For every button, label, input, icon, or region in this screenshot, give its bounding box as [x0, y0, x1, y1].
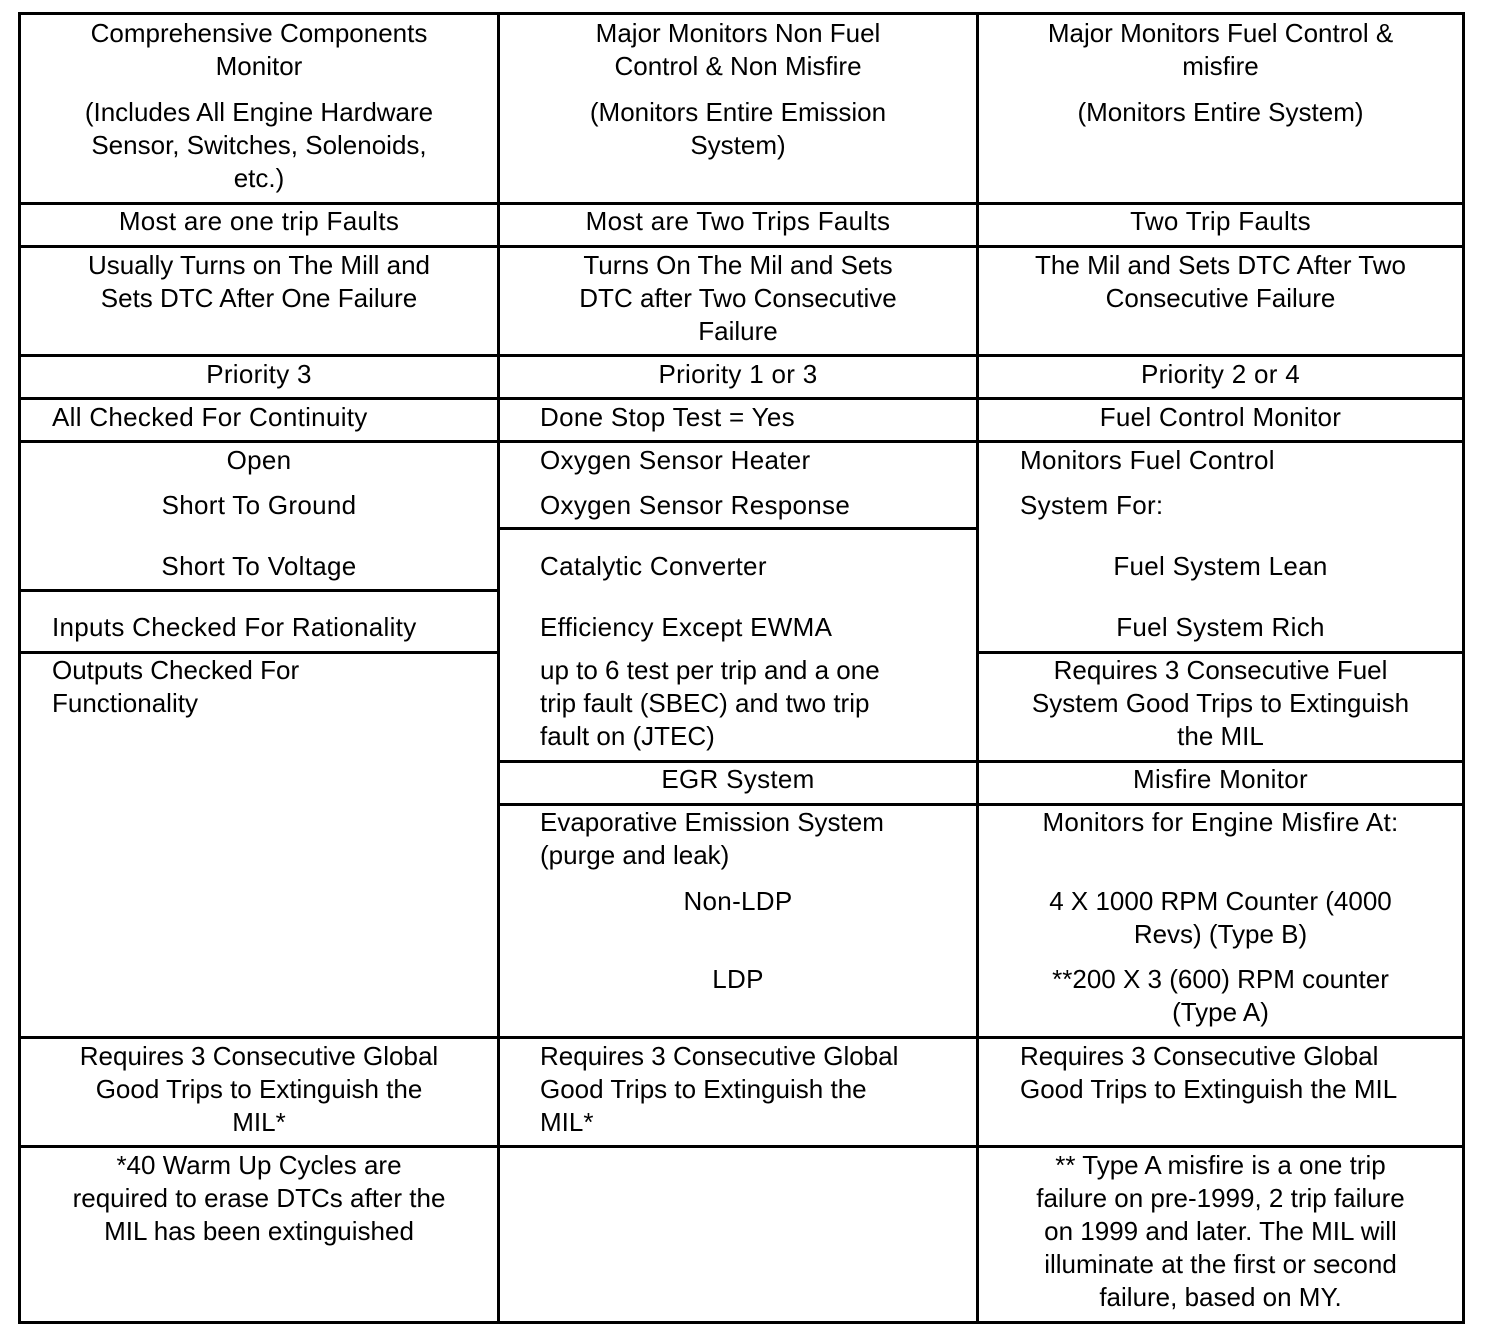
col1-short-voltage: Short To Voltage	[161, 551, 357, 581]
col1-line	[18, 589, 500, 592]
col1-trip: Most are one trip Faults	[118, 206, 400, 236]
col3-requires-fuel: Requires 3 Consecutive Fuel System Good Trips to Extinguish the MIL	[1031, 655, 1410, 751]
col3-counter-b: 4 X 1000 RPM Counter (4000 Revs) (Type B)	[1049, 886, 1392, 949]
col1-outputs: Outputs Checked For Functionality	[52, 655, 300, 718]
row-line	[18, 397, 1465, 400]
col3-lean: Fuel System Lean	[1113, 551, 1328, 581]
col2-priority: Priority 1 or 3	[658, 359, 818, 389]
row-line	[18, 354, 1465, 357]
col3-trip: Two Trip Faults	[1130, 206, 1311, 236]
col1-checked: All Checked For Continuity	[52, 402, 368, 432]
col3-header-title: Major Monitors Fuel Control & misfire	[1047, 18, 1394, 81]
col2-done-stop: Done Stop Test = Yes	[540, 402, 795, 432]
row-line	[18, 440, 1465, 443]
col2-o2-heater: Oxygen Sensor Heater	[540, 445, 811, 475]
col2-mil: Turns On The Mil and Sets DTC after Two Consecutive Failure	[579, 250, 897, 346]
col3-counter-a: **200 X 3 (600) RPM counter (Type A)	[1052, 964, 1389, 1027]
col1-header-subtitle: (Includes All Engine Hardware Sensor, Switches, Solenoids, etc.)	[84, 97, 434, 193]
col3-header-subtitle: (Monitors Entire System)	[1077, 97, 1364, 127]
col1-header-title: Comprehensive Components Monitor	[90, 18, 428, 81]
col3-rich: Fuel System Rich	[1116, 612, 1325, 642]
col2-line	[497, 527, 979, 530]
col2-evap: Evaporative Emission System (purge and leak)	[540, 807, 884, 870]
col2-catalytic: Catalytic Converter	[540, 551, 767, 581]
col2-header-subtitle: (Monitors Entire Emission System)	[589, 97, 887, 160]
col2-o2-response: Oxygen Sensor Response	[540, 490, 851, 520]
col3-misfire-at: Monitors for Engine Misfire At:	[1042, 807, 1399, 837]
col3-monitors-fuel: Monitors Fuel Control	[1020, 445, 1275, 475]
col3-misfire-monitor: Misfire Monitor	[1133, 764, 1308, 794]
col3-fuel-monitor: Fuel Control Monitor	[1099, 402, 1342, 432]
col2-header-title: Major Monitors Non Fuel Control & Non Misfire	[595, 18, 881, 81]
col2-efficiency: Efficiency Except EWMA	[540, 612, 833, 642]
col2-tests: up to 6 test per trip and a one trip fault (SBEC) and two trip fault on (JTEC)	[540, 655, 880, 751]
col2-egr: EGR System	[661, 764, 815, 794]
col1-open: Open	[226, 445, 292, 475]
row-line	[18, 1145, 1465, 1148]
col3-footnote: ** Type A misfire is a one trip failure on pre-1999, 2 trip failure on 1999 and later. The MIL will illuminate at the first or second failure, based on MY.	[1036, 1150, 1405, 1312]
col1-short-ground: Short To Ground	[161, 490, 357, 520]
col2-trip: Most are Two Trips Faults	[585, 206, 891, 236]
col1-inputs: Inputs Checked For Rationality	[52, 612, 417, 642]
col1-priority: Priority 3	[206, 359, 312, 389]
row-line	[18, 245, 1465, 248]
col2-non-ldp: Non-LDP	[683, 886, 793, 916]
col3-requires: Requires 3 Consecutive Global Good Trips to Extinguish the MIL	[1020, 1041, 1398, 1104]
col3-system-for: System For:	[1020, 490, 1164, 520]
row-line	[18, 1036, 1465, 1039]
col3-priority: Priority 2 or 4	[1140, 359, 1301, 389]
col3-mil: The Mil and Sets DTC After Two Consecutive Failure	[1035, 250, 1406, 313]
col1-footnote: *40 Warm Up Cycles are required to erase DTCs after the MIL has been extinguished	[72, 1150, 446, 1246]
col2-requires: Requires 3 Consecutive Global Good Trips to Extinguish the MIL*	[540, 1041, 899, 1137]
col2-ldp: LDP	[712, 964, 764, 994]
col1-mil: Usually Turns on The Mill and Sets DTC After One Failure	[87, 250, 430, 313]
col1-requires: Requires 3 Consecutive Global Good Trips to Extinguish the MIL*	[79, 1041, 439, 1137]
